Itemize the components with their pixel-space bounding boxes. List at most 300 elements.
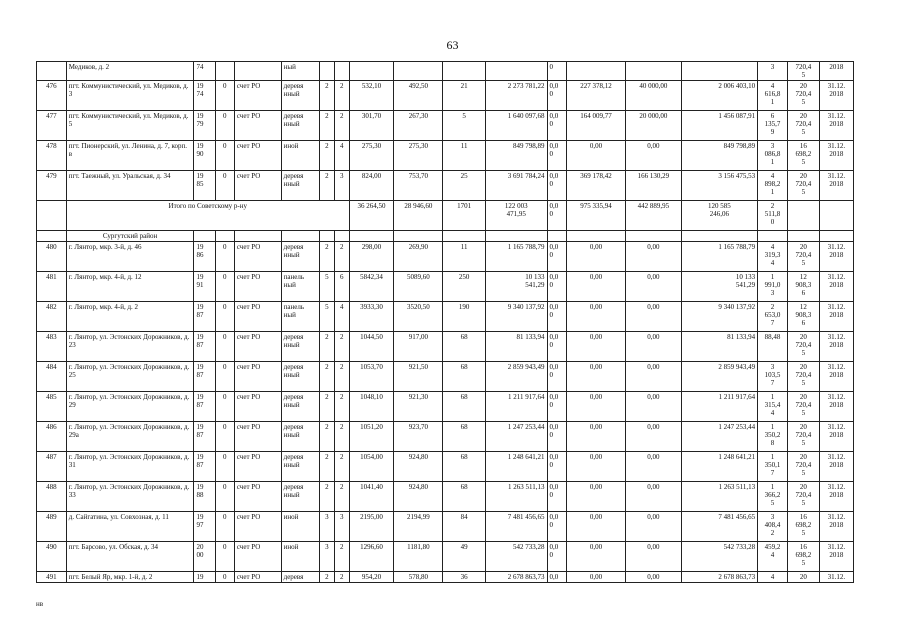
cell-v3: 0,00 xyxy=(626,362,681,392)
cell-addr: Медиков, д. 2 xyxy=(66,62,194,81)
cell-v4: 2 678 863,73 xyxy=(681,572,758,583)
cell-total: 1 247 253,44 xyxy=(485,422,547,452)
cell-total: 3 691 784,24 xyxy=(485,171,547,201)
cell-fl: 5 xyxy=(319,302,334,332)
cell-v1: 0 xyxy=(547,62,566,81)
cell-total: 1 248 641,21 xyxy=(485,452,547,482)
cell-v4: 81 133,94 xyxy=(681,332,758,362)
cell-mat: панель ный xyxy=(281,302,319,332)
cell-spec: 3 408,4 2 xyxy=(758,512,788,542)
cell-date: 31.12. 2018 xyxy=(819,81,853,111)
cell-a1: 36 264,50 xyxy=(349,201,394,231)
cell-date: 2018 xyxy=(819,62,853,81)
cell-ratio: 16 698,2 5 xyxy=(787,542,819,572)
cell-v2: 0,00 xyxy=(566,542,626,572)
cell-no: 486 xyxy=(37,422,67,452)
cell-fl: 2 xyxy=(319,242,334,272)
cell-total: 7 481 456,65 xyxy=(485,512,547,542)
cell-v2: 0,00 xyxy=(566,272,626,302)
cell-fl: 2 xyxy=(319,482,334,512)
cell-no: 480 xyxy=(37,242,67,272)
cell-v2: 0,00 xyxy=(566,332,626,362)
cell-v4: 7 481 456,65 xyxy=(681,512,758,542)
section-row xyxy=(37,231,854,242)
cell-mat: деревя нный xyxy=(281,111,319,141)
cell-a1: 1296,60 xyxy=(349,542,394,572)
cell-en: 2 xyxy=(334,452,349,482)
cell-v4: 120 585 246,06 xyxy=(681,201,758,231)
cell-v3: 0,00 xyxy=(626,542,681,572)
cell-res: 68 xyxy=(443,392,486,422)
cell-v3: 20 000,00 xyxy=(626,111,681,141)
cell-a2: 921,30 xyxy=(394,392,443,422)
cell-date: 31.12. 2018 xyxy=(819,242,853,272)
cell-en: 2 xyxy=(334,81,349,111)
cell-no: 477 xyxy=(37,111,67,141)
cell-mat: деревя нный xyxy=(281,242,319,272)
cell-spec: 88,48 xyxy=(758,332,788,362)
cell-ratio: 12 908,3 6 xyxy=(787,272,819,302)
table-cell xyxy=(281,231,319,242)
table-cell xyxy=(787,231,819,242)
cell-v4: 10 133 541,29 xyxy=(681,272,758,302)
cell-v1: 0,0 0 xyxy=(547,392,566,422)
cell-v4: 1 247 253,44 xyxy=(681,422,758,452)
cell-spec: 1 991,0 3 xyxy=(758,272,788,302)
cell-date: 31.12. 2018 xyxy=(819,422,853,452)
cell-no: 476 xyxy=(37,81,67,111)
cell-fl: 2 xyxy=(319,422,334,452)
cell-v2: 0,00 xyxy=(566,392,626,422)
table-cell xyxy=(334,231,349,242)
cell-v1: 0,0 0 xyxy=(547,242,566,272)
cell-fund: счет РО xyxy=(234,482,281,512)
cell-res: 11 xyxy=(443,242,486,272)
cell-res xyxy=(443,62,486,81)
cell-ratio: 16 698,2 5 xyxy=(787,512,819,542)
cell-fl: 2 xyxy=(319,332,334,362)
cell-date: 31.12. 2018 xyxy=(819,111,853,141)
cell-date: 31.12. 2018 xyxy=(819,392,853,422)
cell-fund: счет РО xyxy=(234,572,281,583)
cell-year: 19 79 xyxy=(194,111,215,141)
cell-addr: д. Сайгатина, ул. Совхозная, д. 11 xyxy=(66,512,194,542)
cell-addr: пгт. Таежный, ул. Уральская, д. 34 xyxy=(66,171,194,201)
cell-a2: 921,50 xyxy=(394,362,443,392)
cell-fund: счет РО xyxy=(234,332,281,362)
cell-a2: 28 946,60 xyxy=(394,201,443,231)
cell-f: 0 xyxy=(215,302,234,332)
cell-f: 0 xyxy=(215,452,234,482)
cell-fl: 2 xyxy=(319,452,334,482)
cell-v3: 166 130,29 xyxy=(626,171,681,201)
cell-fund: счет РО xyxy=(234,452,281,482)
cell-a2 xyxy=(394,62,443,81)
cell-total: 1 211 917,64 xyxy=(485,392,547,422)
cell-total: 542 733,28 xyxy=(485,542,547,572)
cell-ratio: 20 720,4 5 xyxy=(787,362,819,392)
cell-en: 2 xyxy=(334,572,349,583)
cell-a2: 923,70 xyxy=(394,422,443,452)
cell-total: 1 165 788,79 xyxy=(485,242,547,272)
cell-fund xyxy=(234,62,281,81)
cell-v1: 0,0 0 xyxy=(547,201,566,231)
cell-en: 2 xyxy=(334,542,349,572)
cell-no: 490 xyxy=(37,542,67,572)
cell-year: 19 97 xyxy=(194,512,215,542)
cell-v1: 0,0 0 xyxy=(547,302,566,332)
cell-addr: г. Лянтор, ул. Эстонских Дорожников, д. 23 xyxy=(66,332,194,362)
cell-fund: счет РО xyxy=(234,542,281,572)
cell-total: 2 678 863,73 xyxy=(485,572,547,583)
cell-f: 0 xyxy=(215,392,234,422)
cell-mat: деревя нный xyxy=(281,482,319,512)
cell-v2 xyxy=(566,62,626,81)
cell-ratio: 20 720,4 5 xyxy=(787,242,819,272)
cell-year: 19 85 xyxy=(194,171,215,201)
cell-a1: 824,00 xyxy=(349,171,394,201)
cell-a1: 1048,10 xyxy=(349,392,394,422)
cell-spec: 3 xyxy=(758,62,788,81)
cell-f: 0 xyxy=(215,512,234,542)
cell-addr: г. Лянтор, ул. Эстонских Дорожников, д. 25 xyxy=(66,362,194,392)
cell-f xyxy=(215,62,234,81)
cell-fl: 2 xyxy=(319,141,334,171)
cell-date: 31.12. 2018 xyxy=(819,482,853,512)
cell-res: 250 xyxy=(443,272,486,302)
cell-year: 19 86 xyxy=(194,242,215,272)
table-row xyxy=(37,171,854,201)
cell-date: 31.12. 2018 xyxy=(819,542,853,572)
cell-a2: 924,80 xyxy=(394,452,443,482)
cell-v4: 1 248 641,21 xyxy=(681,452,758,482)
cell-f: 0 xyxy=(215,572,234,583)
cell-f: 0 xyxy=(215,542,234,572)
cell-v4: 2 859 943,49 xyxy=(681,362,758,392)
cell-mat: иной xyxy=(281,141,319,171)
cell-f: 0 xyxy=(215,272,234,302)
cell-year: 19 87 xyxy=(194,302,215,332)
cell-a2: 2194,99 xyxy=(394,512,443,542)
cell-date: 31.12. 2018 xyxy=(819,302,853,332)
cell-res: 68 xyxy=(443,362,486,392)
cell-v4: 1 165 788,79 xyxy=(681,242,758,272)
cell-no: 488 xyxy=(37,482,67,512)
cell-fund: счет РО xyxy=(234,171,281,201)
cell-no: 484 xyxy=(37,362,67,392)
cell-addr: пгт. Барсово, ул. Обская, д. 34 xyxy=(66,542,194,572)
cell-spec: 3 103,5 7 xyxy=(758,362,788,392)
cell-v3: 0,00 xyxy=(626,302,681,332)
cell-v4: 849 798,89 xyxy=(681,141,758,171)
cell-addr: г. Лянтор, ул. Эстонских Дорожников, д. 29 xyxy=(66,392,194,422)
cell-a1: 298,00 xyxy=(349,242,394,272)
table-row xyxy=(37,422,854,452)
cell-total: 2 273 781,22 xyxy=(485,81,547,111)
table-cell xyxy=(349,231,394,242)
cell-f: 0 xyxy=(215,111,234,141)
cell-res: 49 xyxy=(443,542,486,572)
table-row xyxy=(37,452,854,482)
cell-year: 19 74 xyxy=(194,81,215,111)
cell-fund: счет РО xyxy=(234,81,281,111)
cell-year: 19 88 xyxy=(194,482,215,512)
cell-a2: 924,80 xyxy=(394,482,443,512)
cell-fl: 2 xyxy=(319,392,334,422)
cell-res: 36 xyxy=(443,572,486,583)
cell-a1: 1044,50 xyxy=(349,332,394,362)
cell-ratio: 20 720,4 5 xyxy=(787,422,819,452)
cell-ratio: 20 720,4 5 xyxy=(787,452,819,482)
cell-fl: 2 xyxy=(319,572,334,583)
table-row xyxy=(37,81,854,111)
cell-fund: счет РО xyxy=(234,362,281,392)
cell-v1: 0,0 0 xyxy=(547,111,566,141)
cell-addr: г. Лянтор, мкр. 3-й, д. 46 xyxy=(66,242,194,272)
cell-fl: 2 xyxy=(319,362,334,392)
cell-v2: 0,00 xyxy=(566,242,626,272)
cell-date: 31.12. 2018 xyxy=(819,141,853,171)
cell-res: 68 xyxy=(443,452,486,482)
table-cell xyxy=(394,231,443,242)
cell-f: 0 xyxy=(215,482,234,512)
table-row xyxy=(37,141,854,171)
cell-year: 19 87 xyxy=(194,392,215,422)
footer-mark: нв xyxy=(36,600,44,608)
cell-no: 489 xyxy=(37,512,67,542)
cell-v1: 0,0 0 xyxy=(547,171,566,201)
table-cell xyxy=(319,231,334,242)
cell-fl xyxy=(319,62,334,81)
cell-no: 479 xyxy=(37,171,67,201)
cell-a1: 954,20 xyxy=(349,572,394,583)
cell-fund: счет РО xyxy=(234,272,281,302)
cell-no: 482 xyxy=(37,302,67,332)
cell-spec: 4 xyxy=(758,572,788,583)
cell-fund: счет РО xyxy=(234,302,281,332)
cell-f: 0 xyxy=(215,81,234,111)
cell-v4: 1 211 917,64 xyxy=(681,392,758,422)
cell-mat: деревя нный xyxy=(281,171,319,201)
cell-res: 25 xyxy=(443,171,486,201)
cell-res: 11 xyxy=(443,141,486,171)
cell-res: 1701 xyxy=(443,201,486,231)
cell-no: 487 xyxy=(37,452,67,482)
cell-a2: 492,50 xyxy=(394,81,443,111)
cell-v2: 0,00 xyxy=(566,512,626,542)
cell-en: 2 xyxy=(334,482,349,512)
cell-mat: деревя нный xyxy=(281,452,319,482)
cell-v2: 0,00 xyxy=(566,302,626,332)
cell-v1: 0,0 0 xyxy=(547,141,566,171)
cell-v3: 0,00 xyxy=(626,512,681,542)
cell-en: 2 xyxy=(334,111,349,141)
cell-date: 31.12. 2018 xyxy=(819,362,853,392)
cell-v1: 0,0 0 xyxy=(547,362,566,392)
table-row xyxy=(37,482,854,512)
cell-v3: 40 000,00 xyxy=(626,81,681,111)
cell-year: 19 87 xyxy=(194,332,215,362)
cell-date: 31.12. 2018 xyxy=(819,332,853,362)
cell-f: 0 xyxy=(215,141,234,171)
cell-ratio: 20 720,4 5 xyxy=(787,171,819,201)
cell-v3: 0,00 xyxy=(626,422,681,452)
cell-v2: 0,00 xyxy=(566,141,626,171)
cell-en: 2 xyxy=(334,332,349,362)
cell-a1: 2195,00 xyxy=(349,512,394,542)
cell-fl: 2 xyxy=(319,171,334,201)
cell-v3: 0,00 xyxy=(626,572,681,583)
cell-no xyxy=(37,231,67,242)
cell-fund: счет РО xyxy=(234,422,281,452)
table-cell xyxy=(443,231,486,242)
cell-v1: 0,0 0 xyxy=(547,332,566,362)
cell-mat: иной xyxy=(281,542,319,572)
cell-fund: счет РО xyxy=(234,242,281,272)
cell-spec: 2 653,0 7 xyxy=(758,302,788,332)
table-row xyxy=(37,242,854,272)
cell-v1: 0,0 0 xyxy=(547,512,566,542)
cell-v4: 2 006 403,10 xyxy=(681,81,758,111)
cell-addr: г. Лянтор, ул. Эстонских Дорожников, д. 29а xyxy=(66,422,194,452)
page-number: 63 xyxy=(446,38,459,52)
cell-en: 2 xyxy=(334,362,349,392)
cell-v2: 975 335,94 xyxy=(566,201,626,231)
cell-total: 10 133 541,29 xyxy=(485,272,547,302)
cell-no: 478 xyxy=(37,141,67,171)
cell-ratio: 20 720,4 5 xyxy=(787,81,819,111)
cell-v3 xyxy=(626,62,681,81)
cell-v2: 0,00 xyxy=(566,452,626,482)
table-cell xyxy=(547,231,566,242)
cell-addr: пгт. Пионерский, ул. Ленина, д. 7, корп. в xyxy=(66,141,194,171)
cell-en xyxy=(334,62,349,81)
cell-v4 xyxy=(681,62,758,81)
cell-v1: 0,0 0 xyxy=(547,482,566,512)
cell-fund: счет РО xyxy=(234,392,281,422)
cell-date: 31.12. 2018 xyxy=(819,452,853,482)
cell-total xyxy=(485,62,547,81)
cell-v3: 0,00 xyxy=(626,242,681,272)
cell-ratio: 20 720,4 5 xyxy=(787,482,819,512)
cell-no: 483 xyxy=(37,332,67,362)
cell-v1: 0,0 xyxy=(547,572,566,583)
cell-v2: 0,00 xyxy=(566,422,626,452)
cell-res: 21 xyxy=(443,81,486,111)
table-row xyxy=(37,332,854,362)
cell-year: 20 00 xyxy=(194,542,215,572)
table-row xyxy=(37,62,854,81)
cell-a2: 3520,50 xyxy=(394,302,443,332)
cell-ratio: 20 xyxy=(787,572,819,583)
cell-f: 0 xyxy=(215,171,234,201)
cell-v1: 0,0 0 xyxy=(547,542,566,572)
cell-a1: 5842,34 xyxy=(349,272,394,302)
table-cell xyxy=(566,231,626,242)
table-row xyxy=(37,272,854,302)
cell-year: 19 87 xyxy=(194,422,215,452)
cell-v1: 0,0 0 xyxy=(547,422,566,452)
table-cell xyxy=(819,231,853,242)
cell-addr: г. Лянтор, мкр. 4-й, д. 2 xyxy=(66,302,194,332)
cell-spec: 4 898,2 1 xyxy=(758,171,788,201)
cell-addr: пгт. Коммунистический, ул. Медиков, д. 3 xyxy=(66,81,194,111)
cell-total: 81 133,94 xyxy=(485,332,547,362)
cell-v4: 3 156 475,53 xyxy=(681,171,758,201)
cell-f: 0 xyxy=(215,362,234,392)
cell-v4: 1 263 511,13 xyxy=(681,482,758,512)
cell-ratio xyxy=(787,201,819,231)
cell-a2: 267,30 xyxy=(394,111,443,141)
cell-date: 31.12. 2018 xyxy=(819,171,853,201)
cell-mat: деревя нный xyxy=(281,81,319,111)
cell-a1: 275,30 xyxy=(349,141,394,171)
cell-ratio: 20 720,4 5 xyxy=(787,332,819,362)
cell-en: 2 xyxy=(334,422,349,452)
table-cell xyxy=(485,231,547,242)
cell-fl: 2 xyxy=(319,81,334,111)
register-table xyxy=(36,61,854,583)
cell-a1: 1053,70 xyxy=(349,362,394,392)
cell-res: 68 xyxy=(443,332,486,362)
cell-a1: 3933,30 xyxy=(349,302,394,332)
cell-a1: 1041,40 xyxy=(349,482,394,512)
cell-date: 31.12. xyxy=(819,572,853,583)
cell-a2: 1181,80 xyxy=(394,542,443,572)
cell-a1: 301,70 xyxy=(349,111,394,141)
cell-v2: 0,00 xyxy=(566,482,626,512)
cell-date: 31.12. 2018 xyxy=(819,272,853,302)
cell-ratio: 20 720,4 5 xyxy=(787,111,819,141)
cell-addr: пгт. Коммунистический, ул. Медиков, д. 5 xyxy=(66,111,194,141)
cell-f: 0 xyxy=(215,242,234,272)
table-row xyxy=(37,111,854,141)
cell-addr: г. Лянтор, ул. Эстонских Дорожников, д. 31 xyxy=(66,452,194,482)
cell-spec: 3 086,8 1 xyxy=(758,141,788,171)
cell-year: 74 xyxy=(194,62,215,81)
cell-v3: 0,00 xyxy=(626,141,681,171)
cell-a2: 753,70 xyxy=(394,171,443,201)
cell-v2: 369 178,42 xyxy=(566,171,626,201)
cell-mat: панель ный xyxy=(281,272,319,302)
cell-v3: 0,00 xyxy=(626,272,681,302)
cell-total: 1 640 097,68 xyxy=(485,111,547,141)
cell-en: 6 xyxy=(334,272,349,302)
cell-v3: 0,00 xyxy=(626,392,681,422)
cell-total: 1 263 511,13 xyxy=(485,482,547,512)
cell-spec: 1 350,2 8 xyxy=(758,422,788,452)
cell-no xyxy=(37,201,67,231)
table-row xyxy=(37,512,854,542)
cell-f: 0 xyxy=(215,422,234,452)
cell-en: 2 xyxy=(334,392,349,422)
cell-no: 481 xyxy=(37,272,67,302)
cell-fl: 3 xyxy=(319,542,334,572)
cell-en: 4 xyxy=(334,141,349,171)
cell-res: 190 xyxy=(443,302,486,332)
cell-res: 5 xyxy=(443,111,486,141)
cell-fund: счет РО xyxy=(234,111,281,141)
cell-no: 485 xyxy=(37,392,67,422)
table-row xyxy=(37,302,854,332)
table-cell xyxy=(626,231,681,242)
cell-spec: 4 319,3 4 xyxy=(758,242,788,272)
cell-a2: 578,80 xyxy=(394,572,443,583)
cell-v3: 442 889,95 xyxy=(626,201,681,231)
cell-res: 84 xyxy=(443,512,486,542)
table-body xyxy=(37,62,854,583)
cell-a2: 5089,60 xyxy=(394,272,443,302)
